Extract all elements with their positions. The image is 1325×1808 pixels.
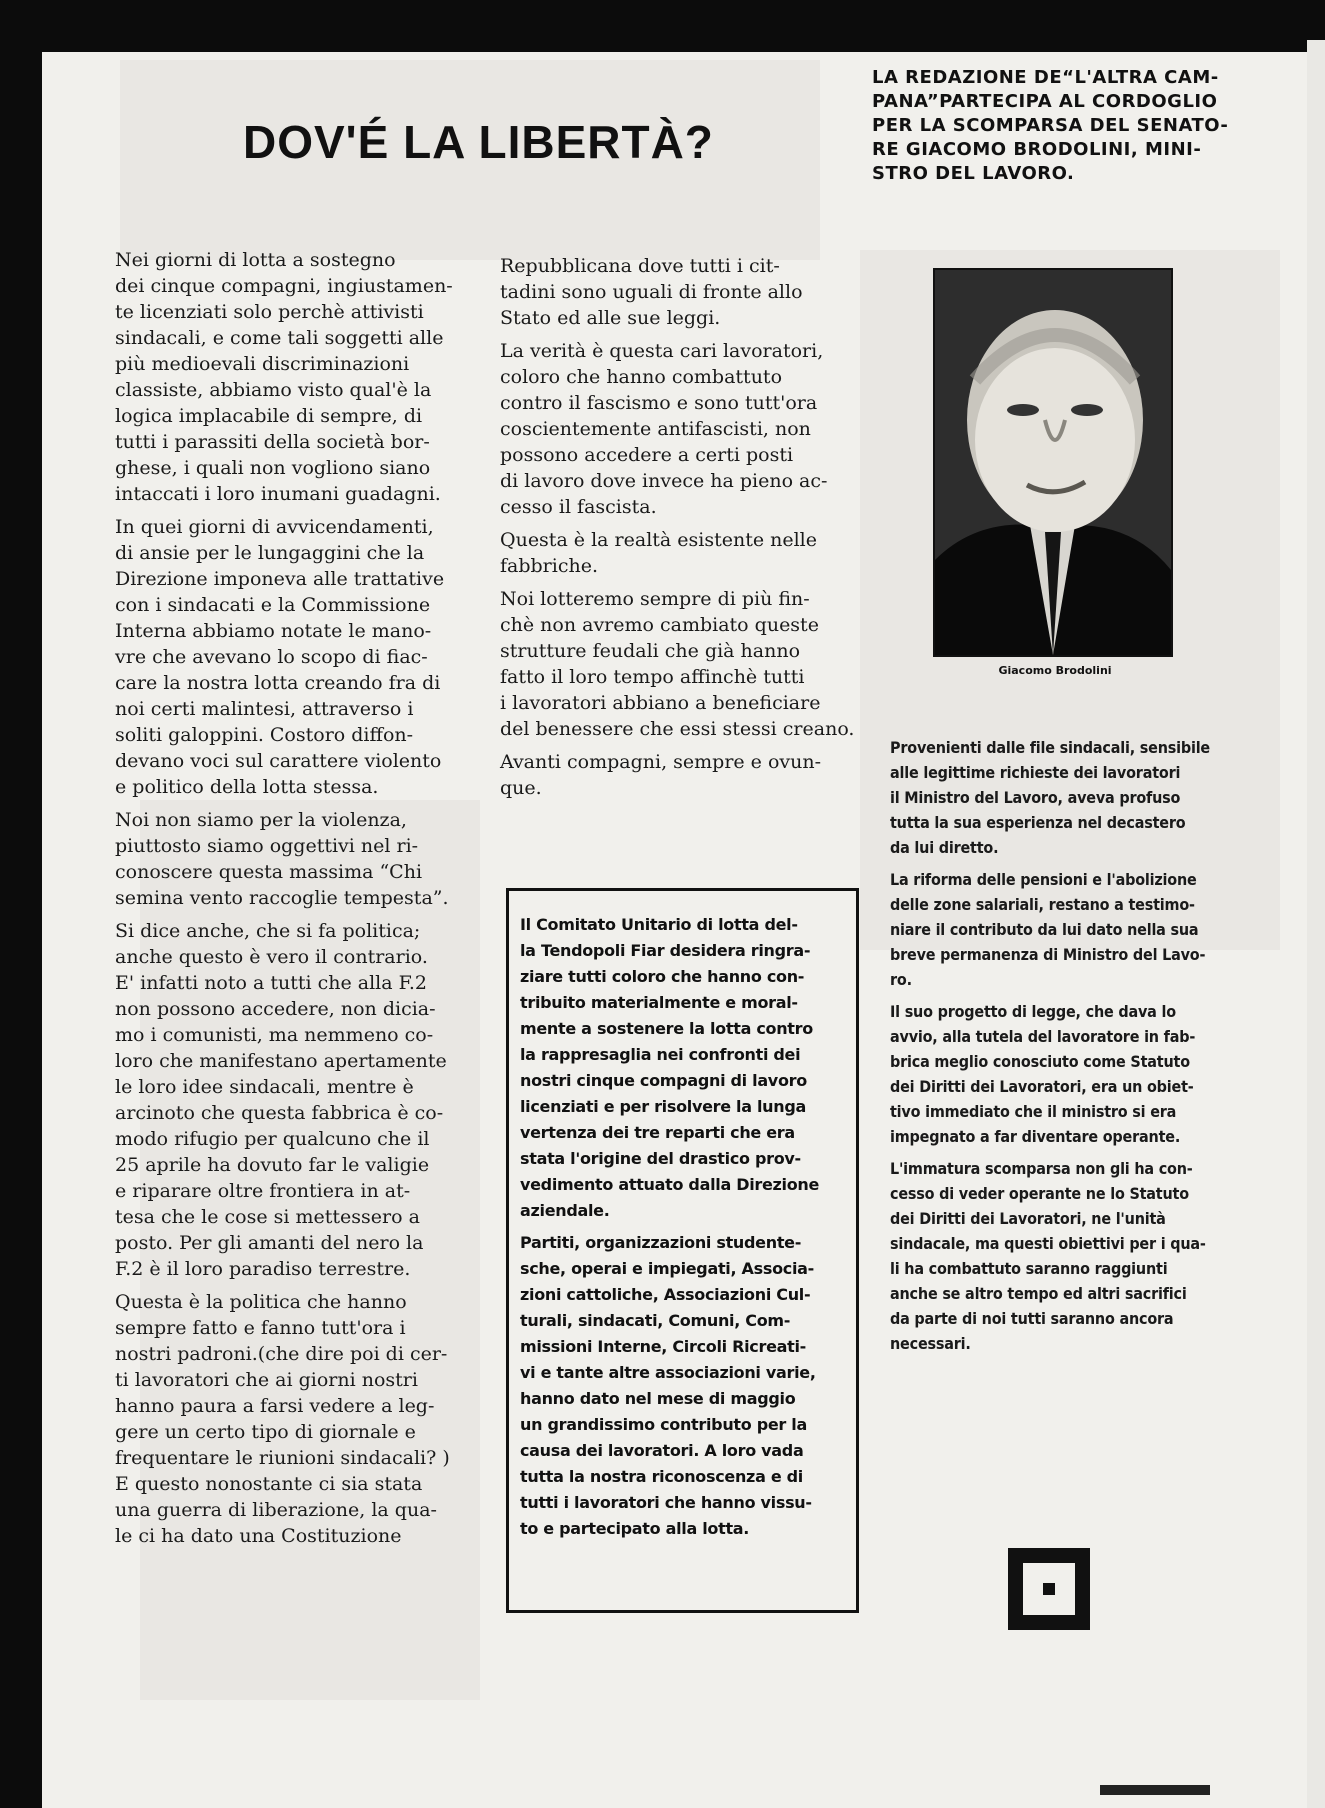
text-line: con i sindacati e la Commissione (115, 594, 431, 616)
text-line: anche se altro tempo ed altri sacrifici (890, 1284, 1187, 1303)
text-line: sche, operai e impiegati, Associa- (520, 1259, 814, 1278)
text-line: Direzione imponeva alle trattative (115, 568, 445, 590)
article-column-left (115, 247, 455, 1556)
text-line: non possono accedere, non dicia- (115, 998, 436, 1020)
notice-line: LA REDAZIONE DE“L'ALTRA CAM- (872, 67, 1219, 88)
box-paragraph (520, 1230, 850, 1542)
text-line: vertenza dei tre reparti che era (520, 1123, 795, 1142)
text-line: hanno paura a farsi vedere a leg- (115, 1395, 435, 1417)
text-line: tivo immediato che il ministro si era (890, 1102, 1177, 1121)
text-line: ro. (890, 970, 912, 989)
article-paragraph (115, 514, 455, 800)
text-line: Nei giorni di lotta a sostegno (115, 249, 396, 271)
text-line: impegnato a far diventare operante. (890, 1127, 1181, 1146)
text-line: Il Comitato Unitario di lotta del- (520, 915, 798, 934)
text-line: Partiti, organizzazioni studente- (520, 1233, 802, 1252)
text-line: e riparare oltre frontiera in at- (115, 1180, 411, 1202)
text-line: tadini sono uguali di fronte allo (500, 281, 803, 303)
text-line: tribuito materialmente e moral- (520, 993, 798, 1012)
text-line: que. (500, 777, 542, 799)
text-line: posto. Per gli amanti del nero la (115, 1232, 424, 1254)
text-line: Repubblicana dove tutti i cit- (500, 255, 780, 277)
text-line: i lavoratori abbiano a beneficiare (500, 692, 821, 714)
text-line: Interna abbiamo notate le mano- (115, 620, 432, 642)
notice-line: PER LA SCOMPARSA DEL SENATO- (872, 115, 1229, 136)
text-line: La verità è questa cari lavoratori, (500, 340, 824, 362)
text-line: breve permanenza di Ministro del Lavo- (890, 945, 1206, 964)
text-line: delle zone salariali, restano a testimo- (890, 895, 1195, 914)
text-line: niare il contributo da lui dato nella sua (890, 920, 1199, 939)
text-line: care la nostra lotta creando fra di (115, 672, 441, 694)
text-line: più medioevali discriminazioni (115, 353, 410, 375)
text-line: la rappresaglia nei confronti dei (520, 1045, 801, 1064)
text-line: vre che avevano lo scopo di fiac- (115, 646, 428, 668)
text-line: tesa che le cose si mettessero a (115, 1206, 420, 1228)
text-line: frequentare le riunioni sindacali? ) (115, 1447, 450, 1469)
text-line: li ha combattuto saranno raggiunti (890, 1259, 1168, 1278)
text-line: tutta la nostra riconoscenza e di (520, 1467, 803, 1486)
text-line: avvio, alla tutela del lavoratore in fab- (890, 1027, 1196, 1046)
notice-line: STRO DEL LAVORO. (872, 163, 1075, 184)
text-line: di ansie per le lungaggini che la (115, 542, 425, 564)
text-line: dei Diritti dei Lavoratori, ne l'unità (890, 1209, 1166, 1228)
thank-you-text (520, 912, 850, 1548)
text-line: logica implacabile di sempre, di (115, 405, 423, 427)
text-line: fatto il loro tempo affinchè tutti (500, 666, 805, 688)
tribute-paragraph (890, 1156, 1250, 1356)
text-line: strutture feudali che già hanno (500, 640, 801, 662)
text-line: piuttosto siamo oggettivi nel ri- (115, 835, 419, 857)
text-line: F.2 è il loro paradiso terrestre. (115, 1258, 411, 1280)
text-line: tutti i parassiti della società bor- (115, 431, 430, 453)
portrait-photo (933, 268, 1173, 657)
text-line: licenziati e per risolvere la lunga (520, 1097, 807, 1116)
photo-caption: Giacomo Brodolini (998, 664, 1112, 677)
text-line: stata l'origine del drastico prov- (520, 1149, 801, 1168)
text-line: Il suo progetto di legge, che dava lo (890, 1002, 1176, 1021)
condolence-notice (872, 66, 1242, 186)
text-line: le ci ha dato una Costituzione (115, 1525, 402, 1547)
article-paragraph (115, 1289, 455, 1549)
text-line: nostri padroni.(che dire poi di cer- (115, 1343, 448, 1365)
text-line: una guerra di liberazione, la qua- (115, 1499, 437, 1521)
notice-line: RE GIACOMO BRODOLINI, MINI- (872, 139, 1202, 160)
text-line: un grandissimo contributo per la (520, 1415, 807, 1434)
page-title: DOV'É LA LIBERTÀ? (243, 116, 714, 168)
text-line: Si dice anche, che si fa politica; (115, 920, 421, 942)
text-line: La riforma delle pensioni e l'abolizione (890, 870, 1197, 889)
text-line: brica meglio conosciuto come Statuto (890, 1052, 1190, 1071)
text-line: noi certi malintesi, attraverso i (115, 698, 414, 720)
text-line: il Ministro del Lavoro, aveva profuso (890, 788, 1181, 807)
text-line: mo i comunisti, ma nemmeno co- (115, 1024, 434, 1046)
text-line: dei Diritti dei Lavoratori, era un obiet- (890, 1077, 1194, 1096)
text-line: chè non avremo cambiato queste (500, 614, 819, 636)
text-line: tutta la sua esperienza nel decastero (890, 813, 1186, 832)
tribute-paragraph (890, 867, 1250, 992)
article-paragraph (500, 253, 845, 331)
text-line: fabbriche. (500, 555, 599, 577)
text-line: to e partecipato alla lotta. (520, 1519, 750, 1538)
article-paragraph (115, 807, 455, 911)
text-line: soliti galoppini. Costoro diffon- (115, 724, 414, 746)
text-line: gere un certo tipo di giornale e (115, 1421, 416, 1443)
text-line: hanno dato nel mese di maggio (520, 1389, 796, 1408)
text-line: la Tendopoli Fiar desidera ringra- (520, 941, 811, 960)
text-line: E' infatti noto a tutti che alla F.2 (115, 972, 427, 994)
article-column-right (890, 735, 1250, 1363)
article-paragraph (500, 527, 845, 579)
text-line: loro che manifestano apertamente (115, 1050, 447, 1072)
text-line: te licenziati solo perchè attivisti (115, 301, 424, 323)
text-line: cesso il fascista. (500, 496, 657, 518)
text-line: classiste, abbiamo visto qual'è la (115, 379, 432, 401)
text-line: zioni cattoliche, Associazioni Cul- (520, 1285, 811, 1304)
text-line: sindacale, ma questi obiettivi per i qua- (890, 1234, 1206, 1253)
text-line: mente a sostenere la lotta contro (520, 1019, 813, 1038)
text-line: necessari. (890, 1334, 971, 1353)
tribute-paragraph (890, 999, 1250, 1149)
text-line: sindacali, e come tali soggetti alle (115, 327, 444, 349)
article-paragraph (115, 247, 455, 507)
text-line: sempre fatto e fanno tutt'ora i (115, 1317, 406, 1339)
text-line: causa dei lavoratori. A loro vada (520, 1441, 804, 1460)
text-line: aziendale. (520, 1201, 610, 1220)
text-line: e politico della lotta stessa. (115, 776, 379, 798)
article-paragraph (500, 749, 845, 801)
text-line: tutti i lavoratori che hanno vissu- (520, 1493, 812, 1512)
text-line: arcinoto che questa fabbrica è co- (115, 1102, 444, 1124)
notice-line: PANA”PARTECIPA AL CORDOGLIO (872, 91, 1218, 112)
article-paragraph (500, 586, 855, 742)
text-line: Questa è la realtà esistente nelle (500, 529, 818, 551)
text-line: missioni Interne, Circoli Ricreati- (520, 1337, 806, 1356)
box-paragraph (520, 912, 850, 1224)
text-line: ghese, i quali non vogliono siano (115, 457, 431, 479)
text-line: coloro che hanno combattuto (500, 366, 783, 388)
text-line: semina vento raccoglie tempesta”. (115, 887, 449, 909)
text-line: Avanti compagni, sempre e ovun- (500, 751, 822, 773)
text-line: ziare tutti coloro che hanno con- (520, 967, 805, 986)
article-paragraph (500, 338, 845, 520)
portrait-image (935, 270, 1171, 655)
text-line: da parte di noi tutti saranno ancora (890, 1309, 1174, 1328)
text-line: 25 aprile ha dovuto far le valigie (115, 1154, 430, 1176)
text-line: conoscere questa massima “Chi (115, 861, 423, 883)
text-line: vedimento attuato dalla Direzione (520, 1175, 820, 1194)
text-line: vi e tante altre associazioni varie, (520, 1363, 816, 1382)
article-paragraph (115, 918, 455, 1282)
text-line: intaccati i loro inumani guadagni. (115, 483, 441, 505)
text-line: coscientemente antifascisti, non (500, 418, 811, 440)
text-line: di lavoro dove invece ha pieno ac- (500, 470, 828, 492)
text-line: Questa è la politica che hanno (115, 1291, 407, 1313)
page-edge (1307, 40, 1325, 1808)
text-line: devano voci sul carattere violento (115, 750, 442, 772)
scan-mark (1100, 1785, 1210, 1795)
article-column-middle (500, 253, 855, 808)
text-line: turali, sindacati, Comuni, Com- (520, 1311, 791, 1330)
text-line: L'immatura scomparsa non gli ha con- (890, 1159, 1193, 1178)
text-line: ti lavoratori che ai giorni nostri (115, 1369, 418, 1391)
end-mark-icon (1008, 1548, 1090, 1630)
text-line: contro il fascismo e sono tutt'ora (500, 392, 818, 414)
text-line: nostri cinque compagni di lavoro (520, 1071, 807, 1090)
text-line: Noi non siamo per la violenza, (115, 809, 407, 831)
text-line: modo rifugio per qualcuno che il (115, 1128, 430, 1150)
text-line: In quei giorni di avvicendamenti, (115, 516, 434, 538)
text-line: anche questo è vero il contrario. (115, 946, 428, 968)
text-line: alle legittime richieste dei lavoratori (890, 763, 1181, 782)
text-line: Provenienti dalle file sindacali, sensibile (890, 738, 1211, 757)
text-line: Noi lotteremo sempre di più fin- (500, 588, 810, 610)
text-line: E questo nonostante ci sia stata (115, 1473, 423, 1495)
text-line: del benessere che essi stessi creano. (500, 718, 855, 740)
text-line: cesso di veder operante ne lo Statuto (890, 1184, 1189, 1203)
text-line: dei cinque compagni, ingiustamen- (115, 275, 453, 297)
tribute-paragraph (890, 735, 1250, 860)
text-line: da lui diretto. (890, 838, 999, 857)
text-line: Stato ed alle sue leggi. (500, 307, 721, 329)
text-line: le loro idee sindacali, mentre è (115, 1076, 414, 1098)
text-line: possono accedere a certi posti (500, 444, 794, 466)
